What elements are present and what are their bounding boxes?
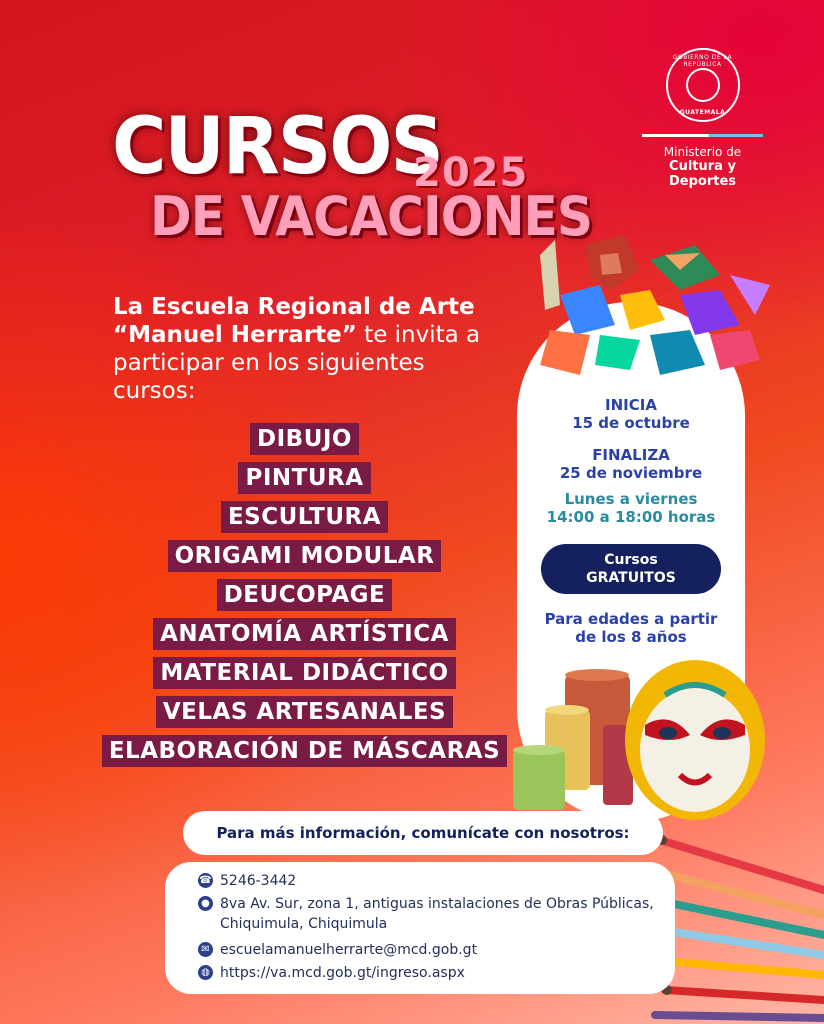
course-item: VELAS ARTESANALES bbox=[156, 696, 453, 728]
globe-icon: ◍ bbox=[198, 965, 213, 980]
free-line1: Cursos bbox=[604, 552, 658, 568]
intro-line1: La Escuela Regional de Arte bbox=[113, 294, 475, 320]
age-line2: de los 8 años bbox=[575, 628, 687, 646]
course-item: DIBUJO bbox=[250, 423, 359, 455]
origami-animals-illustration bbox=[530, 235, 770, 385]
course-item: ORIGAMI MODULAR bbox=[168, 540, 442, 572]
address-line2: Chiquimula, Chiquimula bbox=[220, 916, 388, 932]
course-item: ESCULTURA bbox=[221, 501, 388, 533]
intro-line3: participar en los siguientes bbox=[113, 350, 425, 376]
paint-brushes-illustration bbox=[650, 800, 824, 1024]
course-dates-info bbox=[517, 396, 745, 646]
schedule-hours: 14:00 a 18:00 horas bbox=[546, 508, 716, 526]
envelope-icon: ✉ bbox=[198, 942, 213, 957]
free-line2: GRATUITOS bbox=[586, 570, 676, 586]
contact-heading: Para más información, comunícate con nosotros: bbox=[183, 811, 663, 855]
course-item: ANATOMÍA ARTÍSTICA bbox=[153, 618, 456, 650]
seal-bottom-text: GUATEMALA bbox=[679, 109, 726, 116]
free-courses-badge bbox=[541, 544, 721, 594]
intro-school-name: “Manuel Herrarte” bbox=[113, 322, 357, 348]
guatemala-seal-icon bbox=[666, 48, 740, 122]
end-label: FINALIZA bbox=[592, 446, 670, 464]
website-row bbox=[198, 963, 465, 983]
start-date: 15 de octubre bbox=[572, 414, 690, 432]
title-sub: DE VACACIONES bbox=[150, 185, 593, 248]
ministry-logo bbox=[640, 48, 765, 189]
phone-number: 5246-3442 bbox=[220, 873, 297, 889]
start-label: INICIA bbox=[605, 396, 657, 414]
location-pin-icon: ● bbox=[198, 896, 213, 911]
title-year: 2025 bbox=[413, 150, 529, 196]
course-item: ELABORACIÓN DE MÁSCARAS bbox=[102, 735, 507, 767]
phone-icon: ☎ bbox=[199, 875, 212, 886]
phone-row bbox=[198, 871, 296, 891]
address-line1: 8va Av. Sur, zona 1, antiguas instalaciones de Obras Públicas, bbox=[220, 896, 654, 912]
logo-line2: Cultura y Deportes bbox=[668, 159, 737, 189]
schedule-days: Lunes a viernes bbox=[564, 490, 698, 508]
intro-text bbox=[113, 293, 513, 405]
logo-divider bbox=[642, 134, 763, 137]
age-requirement bbox=[517, 610, 745, 646]
seal-top-text: GOBIERNO DE LA REPÚBLICA bbox=[672, 54, 733, 68]
intro-line4: cursos: bbox=[113, 378, 196, 404]
website-link[interactable]: https://va.mcd.gob.gt/ingreso.aspx bbox=[220, 965, 465, 981]
age-line1: Para edades a partir bbox=[544, 610, 718, 628]
address-text bbox=[220, 894, 654, 934]
logo-line1: Ministerio de bbox=[663, 145, 742, 159]
course-item: PINTURA bbox=[238, 462, 370, 494]
course-item: DEUCOPAGE bbox=[217, 579, 393, 611]
title-main: CURSOS bbox=[112, 102, 442, 192]
email-address[interactable]: escuelamanuelherrarte@mcd.gob.gt bbox=[220, 942, 478, 958]
course-list bbox=[92, 423, 517, 767]
end-date: 25 de noviembre bbox=[559, 464, 703, 482]
intro-line2-rest: te invita a bbox=[356, 322, 481, 348]
course-item: MATERIAL DIDÁCTICO bbox=[153, 657, 455, 689]
email-row bbox=[198, 940, 477, 960]
address-row bbox=[198, 894, 654, 934]
